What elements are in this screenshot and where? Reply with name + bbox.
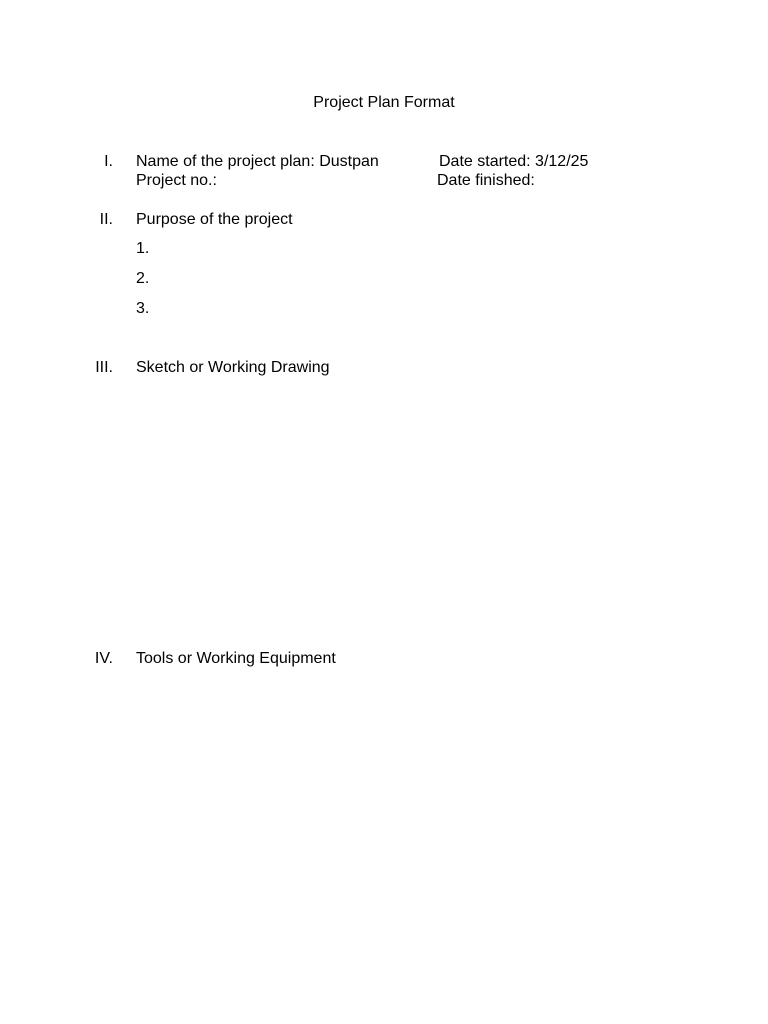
date-finished-field: Date finished:: [437, 172, 535, 189]
document-title: Project Plan Format: [313, 94, 455, 111]
project-name-field: Name of the project plan: Dustpan: [136, 153, 379, 170]
section-numeral-3: III.: [95, 359, 113, 376]
section-numeral-1: I.: [104, 153, 113, 170]
purpose-item-1: 1.: [136, 240, 150, 257]
date-started-field: Date started: 3/12/25: [439, 153, 589, 170]
section-numeral-4: IV.: [94, 650, 113, 667]
sketch-heading: Sketch or Working Drawing: [136, 359, 330, 376]
purpose-item-3: 3.: [136, 300, 150, 317]
tools-heading: Tools or Working Equipment: [136, 650, 336, 667]
section-numeral-2: II.: [99, 211, 113, 228]
project-number-field: Project no.:: [136, 172, 217, 189]
purpose-item-2: 2.: [136, 270, 150, 287]
purpose-heading: Purpose of the project: [136, 211, 293, 228]
